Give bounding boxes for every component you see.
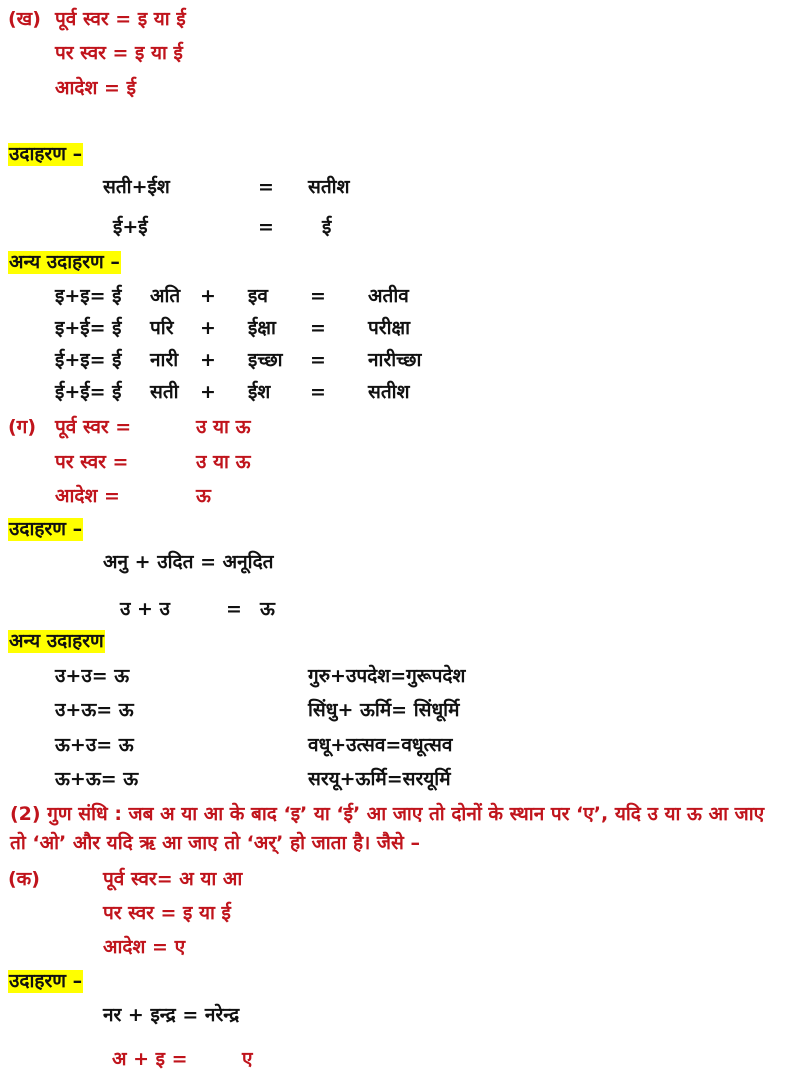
kha-vowel-left: ई+ई — [113, 216, 148, 238]
ga-purva-label: पूर्व स्वर = — [55, 416, 132, 438]
ka-vowel-left: अ + इ = — [112, 1048, 188, 1070]
kha-prefix: (ख) — [8, 8, 41, 30]
plus: + — [200, 349, 216, 371]
kha-example-eq: = — [258, 176, 274, 198]
rule: ई+इ= ई — [55, 349, 122, 371]
kha-purva-swar: पूर्व स्वर = इ या ई — [55, 8, 186, 30]
result: अतीव — [368, 285, 409, 307]
first-word: परि — [150, 317, 174, 339]
rule: उ+ऊ= ऊ — [55, 699, 134, 721]
ka-example-heading: उदाहरण – — [9, 970, 83, 992]
ga-other-examples-heading: अन्य उदाहरण — [9, 630, 104, 652]
ka-vowel-right: ए — [242, 1048, 253, 1070]
ga-vowel-eq: = — [226, 598, 242, 620]
ga-purva-value: उ या ऊ — [196, 416, 251, 438]
first-word: सती — [150, 381, 179, 403]
ka-purva-swar: पूर्व स्वर= अ या आ — [103, 868, 243, 890]
kha-vowel-eq: = — [258, 216, 274, 238]
ga-example-heading: उदाहरण – — [9, 518, 83, 540]
plus: + — [200, 285, 216, 307]
equals: = — [310, 317, 326, 339]
guna-sandhi-definition: (2) गुण संधि : जब अ या आ के बाद ‘इ’ या ‘ई’ आ जाए तो दोनों के स्थान पर ‘ए’, यदि उ या ऊ आ जाए तो ‘ओ’ और यदि ऋ आ जाए तो ‘अर्’ हो जाता है। जैसे – — [10, 803, 765, 855]
kha-other-examples-heading: अन्य उदाहरण – — [9, 251, 120, 273]
rule: उ+उ= ऊ — [55, 665, 130, 687]
ga-example-line: अनु + उदित = अनूदित — [103, 551, 274, 573]
ka-prefix: (क) — [8, 868, 40, 890]
plus: + — [200, 381, 216, 403]
ga-adesh-label: आदेश = — [55, 485, 120, 507]
kha-adesh: आदेश = ई — [55, 77, 136, 99]
example: गुरु+उपदेश=गुरूपदेश — [308, 665, 466, 687]
second-word: ईक्षा — [248, 317, 276, 339]
ga-para-label: पर स्वर = — [55, 451, 129, 473]
equals: = — [310, 349, 326, 371]
ka-par-swar: पर स्वर = इ या ई — [103, 902, 231, 924]
kha-example-right: सतीश — [308, 176, 350, 198]
rule: इ+ई= ई — [55, 317, 122, 339]
ga-vowel-right: ऊ — [260, 598, 275, 620]
example: सरयू+ऊर्मि=सरयूर्मि — [308, 768, 451, 790]
rule: इ+इ= ई — [55, 285, 122, 307]
ka-example-line: नर + इन्द्र = नरेन्द्र — [103, 1004, 240, 1026]
rule: ऊ+ऊ= ऊ — [55, 768, 139, 790]
second-word: इच्छा — [248, 349, 283, 371]
ga-vowel-left: उ + उ — [120, 598, 170, 620]
equals: = — [310, 285, 326, 307]
kha-example-heading: उदाहरण – — [9, 143, 83, 165]
rule: ई+ई= ई — [55, 381, 122, 403]
example: वधू+उत्सव=वधूत्सव — [308, 734, 453, 756]
kha-example-left: सती+ईश — [103, 176, 170, 198]
ga-para-value: उ या ऊ — [196, 451, 251, 473]
result: सतीश — [368, 381, 410, 403]
equals: = — [310, 381, 326, 403]
ga-prefix: (ग) — [8, 416, 37, 438]
kha-vowel-right: ई — [322, 216, 332, 238]
ga-adesh-value: ऊ — [196, 485, 211, 507]
rule: ऊ+उ= ऊ — [55, 734, 134, 756]
second-word: इव — [248, 285, 268, 307]
result: परीक्षा — [368, 317, 411, 339]
result: नारीच्छा — [368, 349, 422, 371]
plus: + — [200, 317, 216, 339]
second-word: ईश — [248, 381, 271, 403]
example: सिंधु+ ऊर्मि= सिंधूर्मि — [308, 699, 460, 721]
first-word: अति — [150, 285, 181, 307]
kha-par-swar: पर स्वर = इ या ई — [55, 42, 183, 64]
ka-adesh: आदेश = ए — [103, 936, 186, 958]
first-word: नारी — [150, 349, 179, 371]
